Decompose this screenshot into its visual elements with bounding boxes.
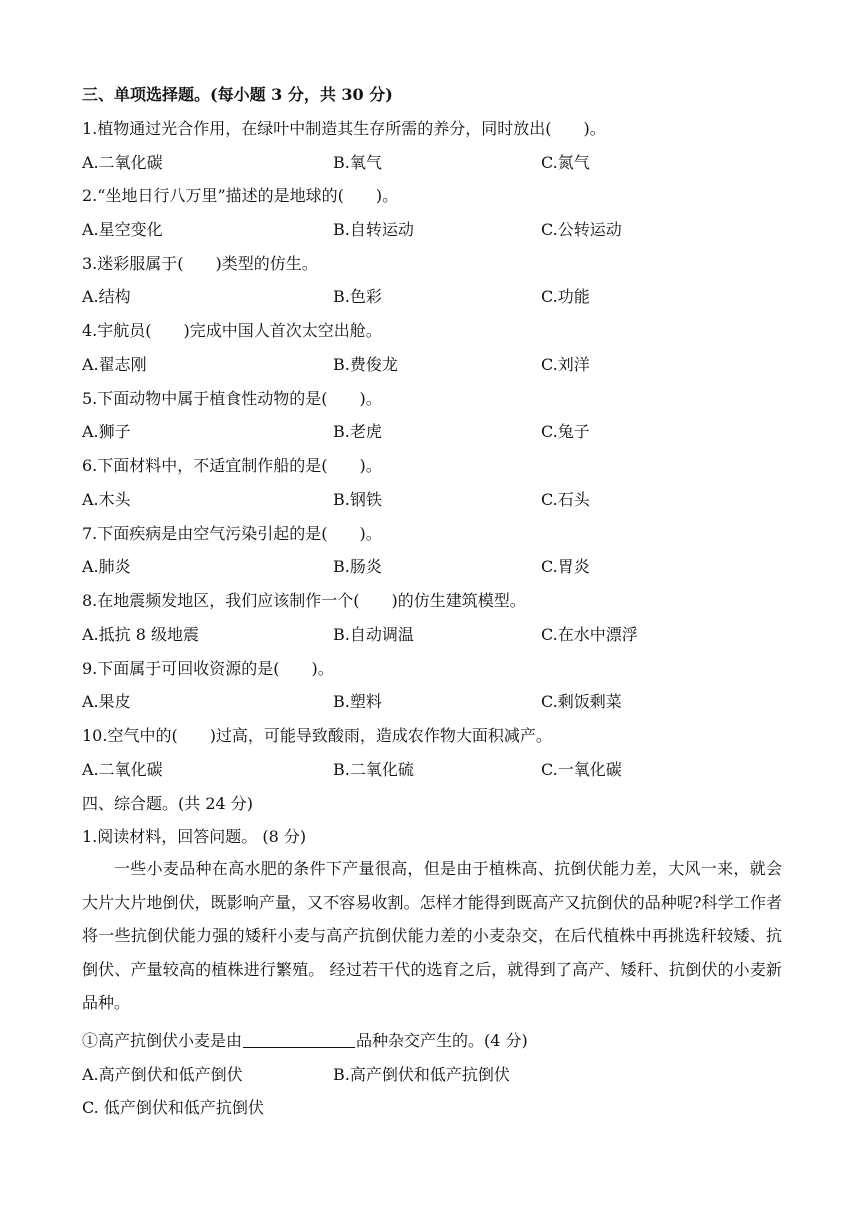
question-8-option-c: C.在水中漂浮 — [541, 625, 638, 644]
section-4-heading: 四、综合题。(共 24 分) — [82, 794, 254, 813]
question-10-option-c: C.一氧化碳 — [541, 760, 622, 779]
sub-question-1-suffix: 品种杂交产生的。(4 分) — [356, 1031, 528, 1050]
question-9-option-b: B.塑料 — [333, 692, 382, 711]
question-10-option-b: B.二氧化硫 — [333, 760, 414, 779]
question-4-option-c: C.刘洋 — [541, 355, 590, 374]
sub-question-1-option-b: B.高产倒伏和低产抗倒伏 — [333, 1065, 510, 1084]
question-5-option-b: B.老虎 — [333, 422, 382, 441]
question-8-option-a: A.抵抗 8 级地震 — [82, 625, 199, 644]
question-8-stem: 8.在地震频发地区，我们应该制作一个( )的仿生建筑模型。 — [82, 591, 526, 610]
question-3-option-c: C.功能 — [541, 287, 590, 306]
question-5-stem: 5.下面动物中属于植食性动物的是( )。 — [82, 389, 382, 408]
question-2-option-c: C.公转运动 — [541, 220, 622, 239]
question-7-stem: 7.下面疾病是由空气污染引起的是( )。 — [82, 524, 382, 543]
section-3-heading: 三、单项选择题。(每小题 3 分，共 30 分) — [82, 85, 393, 104]
question-10-option-a: A.二氧化碳 — [82, 760, 163, 779]
answer-blank[interactable] — [243, 1031, 355, 1048]
question-10-stem: 10.空气中的( )过高，可能导致酸雨，造成农作物大面积减产。 — [82, 726, 552, 745]
question-7-option-a: A.肺炎 — [82, 557, 131, 576]
question-3-stem: 3.迷彩服属于( )类型的仿生。 — [82, 254, 318, 273]
question-1-option-a: A.二氧化碳 — [82, 153, 163, 172]
question-3-option-b: B.色彩 — [333, 287, 382, 306]
sub-question-1-option-a: A.高产倒伏和低产倒伏 — [82, 1065, 243, 1084]
question-9-option-c: C.剩饭剩菜 — [541, 692, 622, 711]
question-6-option-a: A.木头 — [82, 490, 131, 509]
sub-question-1-prefix: ①高产抗倒伏小麦是由 — [82, 1031, 243, 1050]
question-1-option-b: B.氧气 — [333, 153, 382, 172]
sub-question-1-option-c: C. 低产倒伏和低产抗倒伏 — [82, 1098, 264, 1117]
comprehensive-question-1-title: 1.阅读材料，回答问题。 (8 分) — [82, 827, 307, 846]
question-6-stem: 6.下面材料中，不适宜制作船的是( )。 — [82, 456, 382, 475]
question-7-option-c: C.胃炎 — [541, 557, 590, 576]
question-4-stem: 4.宇航员( )完成中国人首次太空出舱。 — [82, 321, 382, 340]
question-4-option-a: A.翟志刚 — [82, 355, 147, 374]
question-8-option-b: B.自动调温 — [333, 625, 414, 644]
question-2-option-a: A.星空变化 — [82, 220, 163, 239]
question-7-option-b: B.肠炎 — [333, 557, 382, 576]
sub-question-1 — [82, 1030, 528, 1052]
question-5-option-a: A.狮子 — [82, 422, 131, 441]
question-3-option-a: A.结构 — [82, 287, 131, 306]
question-6-option-b: B.钢铁 — [333, 490, 382, 509]
question-6-option-c: C.石头 — [541, 490, 590, 509]
reading-passage: 一些小麦品种在高水肥的条件下产量很高，但是由于植株高、抗倒伏能力差，大风一来，就会大片大片地倒伏，既影响产量，又不容易收割。怎样才能得到既高产又抗倒伏的品种呢?科学工作者将一些抗倒伏能力强的矮秆小麦与高产抗倒伏能力差的小麦杂交，在后代植株中再挑选秆较矮、抗倒伏、产量较高的植株进行繁殖。 经过若干代的选育之后，就得到了高产、矮秆、抗倒伏的小麦新品种。 — [82, 859, 782, 1012]
question-1-stem: 1.植物通过光合作用，在绿叶中制造其生存所需的养分，同时放出( )。 — [82, 119, 606, 138]
question-9-option-a: A.果皮 — [82, 692, 131, 711]
question-1-option-c: C.氮气 — [541, 153, 590, 172]
question-9-stem: 9.下面属于可回收资源的是( )。 — [82, 659, 334, 678]
question-2-stem: 2.“坐地日行八万里”描述的是地球的( )。 — [82, 186, 399, 205]
question-5-option-c: C.兔子 — [541, 422, 590, 441]
question-4-option-b: B.费俊龙 — [333, 355, 398, 374]
question-2-option-b: B.自转运动 — [333, 220, 414, 239]
